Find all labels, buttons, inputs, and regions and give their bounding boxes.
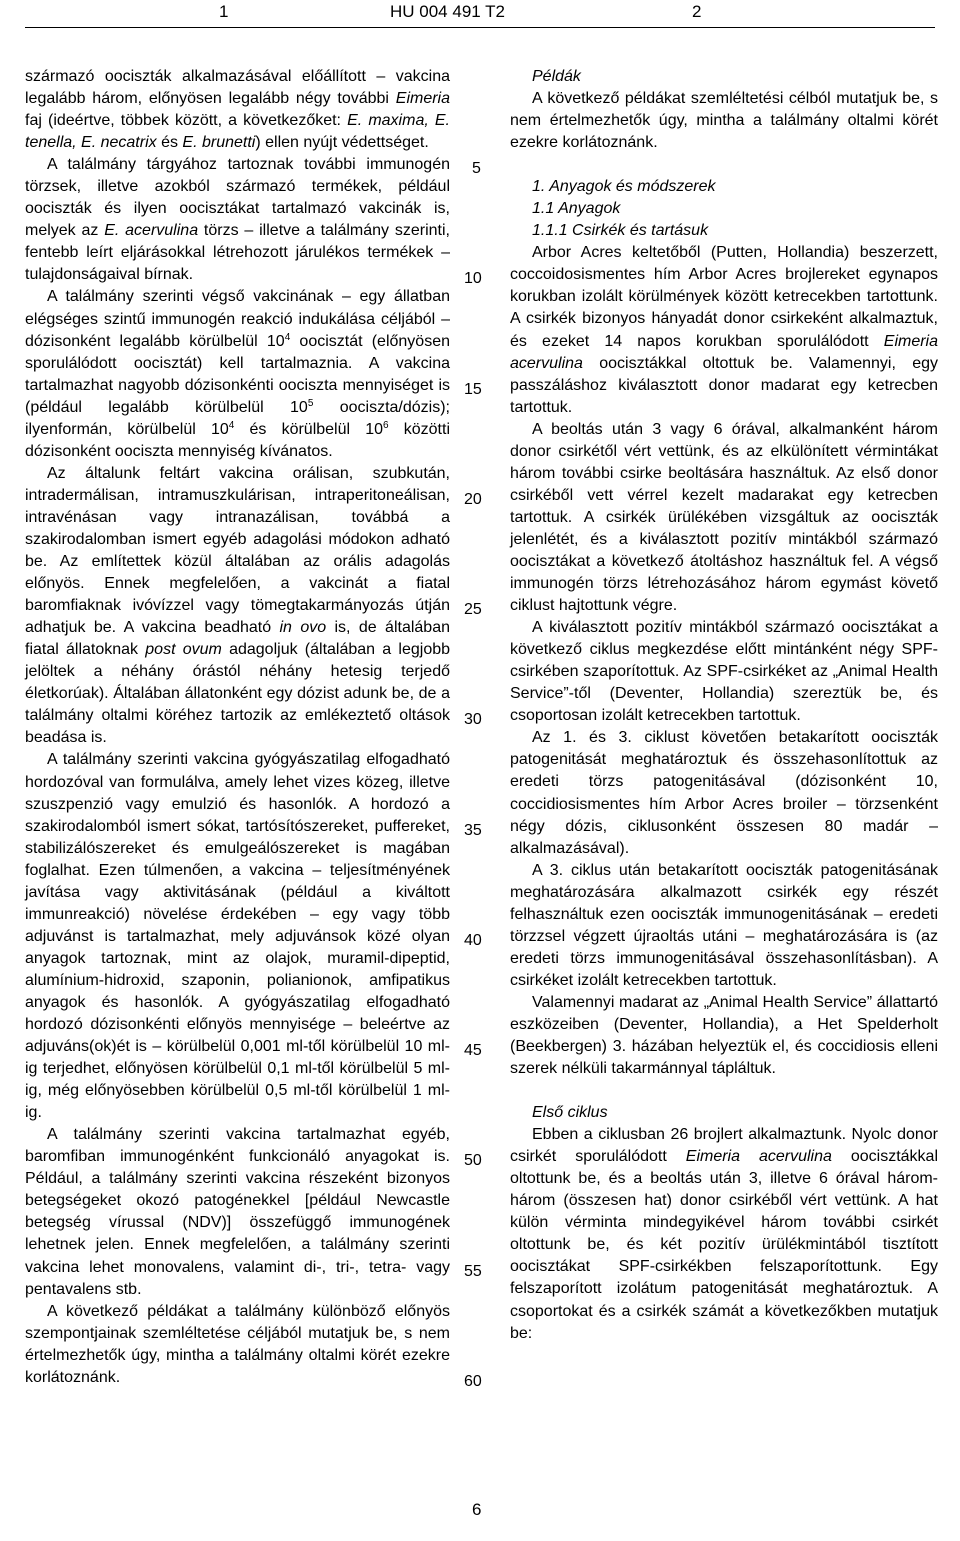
right-column-paragraph: A kiválasztott pozitív mintákból származó oocisztákat a következő ciklus megkezdése előtt mintánként négy SPF-csirkében szaporítottuk. Az SPF-csirkéket az „Animal Health Service”-től (Deventer, Hollandia) szereztük be, és csoportosan izolált ketrecekben tartottuk. <box>510 619 938 725</box>
line-number: 45 <box>464 1042 482 1059</box>
right-column-paragraph: Az 1. és 3. ciklust követően betakarított oociszták patogenitását meghatároztuk és összehasonlítottuk az eredeti törzs patogenitásával (dózisonként 10, coccidiosismentes hím Arbor Acres broiler – törzsenként négy dózis, ciklusonként összesen 80 madár – alkalmazásával). <box>510 729 938 857</box>
left-column-paragraph: A találmány tárgyához tartoznak további immunogén törzsek, illetve azokból származó termékek, például oociszták és ilyen oocisztákat tartalmazó vakcinák is, melyek az E. acervulina törzs – illetve a találmány szerinti, fentebb leírt eljárásokkal létrehozott járulékos termékek – tulajdonságaival bírnak. <box>25 156 450 284</box>
line-number: 55 <box>464 1262 482 1280</box>
line-number: 15 <box>464 380 482 398</box>
line-number: 5 <box>472 160 481 177</box>
right-text-column <box>510 66 938 1345</box>
right-column-paragraph: A következő példákat szemléltetési célból mutatjuk be, s nem értelmezhetők úgy, mintha a találmány oltalmi körét ezekre korlátoznánk. <box>510 90 938 152</box>
left-column-paragraph: A találmány szerinti vakcina tartalmazhat egyéb, baromfiban immunogénként funkcionáló anyagokat is. Például, a találmány szerinti vakcina részeként bizonyos betegségeket okozó patogénekkel [például Newcastle betegség vírussal (NDV)] összefüggő immunogének lehetnek jelen. Ennek megfelelően, a találmány szerinti vakcina lehet monovalens, valamint di-, tri-, tetra- vagy pentavalens stb. <box>25 1126 450 1298</box>
document-id: HU 004 491 T2 <box>390 2 505 21</box>
left-column-paragraph: A következő példákat a találmány különböző előnyös szempontjainak szemléltetése céljából mutatjuk be, s nem értelmezhetők úgy, mintha a találmány oltalmi körét ezekre korlátoznánk. <box>25 1302 450 1386</box>
left-column-paragraph: A találmány szerinti vakcina gyógyászatilag elfogadható hordozóval van formulálva, amely lehet vizes közeg, illetve szuszpenzió vagy emulzió és hasonlók. A hordozó a szakirodalomból ismert sókat, tartósítószereket, puffereket, stabilizálószereket és emulgeálószereket is magában foglalhat. Ezen túlmenően, a vakcina – teljesítményének javítása vagy aktivitásának (például a kiváltott immunreakció) növelése érdekében – egy vagy több adjuvánst is tartalmazhat, mely adjuvánsok közé olyan anyagok tartoznak, mint az olajok, muramil-dipeptid, alumínium-hidroxid, szaponin, polianionok, amfipatikus anyagok és hasonlók. A gyógyászatilag elfogadható hordozó dózisonkénti előnyös mennyisége – beleértve az adjuváns(ok)ét is – körülbelül 0,001 ml-től körülbelül 10 ml-ig terjedhet, előnyösen körülbelül 0,1 ml-től körülbelül 5 ml-ig, még előnyösebben körülbelül 0,5 ml-től körülbelül 1 ml-ig. <box>25 751 450 1122</box>
line-number: 35 <box>464 821 482 839</box>
page-number-left: 1 <box>219 2 229 21</box>
footer-page-number: 6 <box>472 1500 482 1519</box>
right-column-paragraph: A beoltás után 3 vagy 6 órával, alkalmanként három donor csirkétől vért vettünk, és az elkülönített vérmintákat három további csirke beoltására használtuk. Az első donor csirkéből vett vérrel kezelt madarakat egy ketrecben tartottuk. A csirkék ürülékében vizsgáltuk az oociszták jelenlétét, és a kiválasztott pozitív mintákból származó oocisztákat a következő átoltáshoz használtuk fel. A végső immunogén törzs létrehozásához három egymást követő ciklust hajtottunk végre. <box>510 420 938 615</box>
line-number: 20 <box>464 490 482 508</box>
line-number: 30 <box>464 711 482 729</box>
right-column-heading: 1.1 Anyagok <box>532 200 621 218</box>
line-number: 50 <box>464 1152 482 1170</box>
right-column-heading: Első ciklus <box>532 1104 608 1122</box>
left-column-paragraph: A találmány szerinti végső vakcinának – egy állatban elégséges szintű immunogén reakció indukálása céljából – dózisonként legalább körülbelül $10^4$ oocisztát (előnyösen sporulálódott oocisztát) kell tartalmaznia. A vakcina tartalmazhat nagyobb dózisonkénti oociszta mennyiséget is (például legalább körülbelül $10^5$ oociszta/dózis); ilyenformán, körülbelül $10^4$ és körülbelül $10^6$ közötti dózisonként oociszta mennyiség kívánatos. <box>25 288 451 460</box>
right-column-heading: Példák <box>532 68 581 85</box>
line-number: 60 <box>464 1372 482 1390</box>
right-column-paragraph: Arbor Acres keltetőből (Putten, Hollandia) beszerzett, coccoidosismentes hím Arbor Acres brojlereket egynapos korukban izolált körülmények között ketrecekben tartottunk. A csirkék bizonyos hányadát donor csirkeként alkalmaztuk, és ezeket 14 napos korukban sporulálódott Eimeria acervulina oocisztákkal oltottuk be. Valamennyi, egy passzáláshoz kiválasztott donor madarat egy ketrecben tartottuk. <box>510 244 938 416</box>
right-column-paragraph: A 3. ciklus után betakarított oociszták patogenitásának meghatározására alkalmazott csirkék egy részét felhasználtuk ezen oociszták immunogenitásának – eredeti törzzsel végzett újraoltás utáni – meghatározására is (az eredeti törzs immunogenitásával összehasonlításban). A csirkéket izolált ketrecekben tartottuk. <box>510 861 938 989</box>
right-column-heading: 1.1.1 Csirkék és tartásuk <box>532 222 709 240</box>
line-number-gutter <box>462 0 498 1541</box>
line-number: 25 <box>464 601 482 618</box>
line-number: 40 <box>464 931 482 949</box>
right-column-heading: 1. Anyagok és módszerek <box>532 178 716 196</box>
right-column-paragraph: Valamennyi madarat az „Animal Health Service” állattartó eszközeiben (Deventer, Hollandia), a Het Spelderholt (Beekbergen) 3. házában helyeztük el, és coccidiosis elleni szerek nélküli takarmánnyal tápláltuk. <box>510 993 938 1078</box>
left-column-paragraph: Az általunk feltárt vakcina orálisan, szubkután, intradermálisan, intramuszkulárisan, intraperitoneálisan, intravénásan vagy intranazálisan, továbbá a szakirodalomban ismert egyéb adagolási módokon adható be. Az említettek közül általában az orális adagolás előnyös. Ennek megfelelően, a vakcinát a fiatal baromfiaknak ivóvízzel vagy tömegtakarmányozás útján adhatjuk be. A vakcina beadható in ovo is, de általában fiatal állatoknak post ovum adagoljuk (általában a legjobb jelöltek a néhány órástól néhány hetesig terjedő életkorúak). Általában állatonként egy dózist adunk be, de a találmány oltalmi köréhez tartozik az emlékeztető oltások beadása is. <box>25 464 451 747</box>
line-number: 10 <box>464 270 482 288</box>
left-text-column <box>25 66 450 1389</box>
right-column-paragraph: Ebben a ciklusban 26 brojlert alkalmaztunk. Nyolc donor csirkét sporulálódott Eimeria acervulina oocisztákkal oltottunk be, és a beoltás után 3, illetve 6 órával három-három (összesen hat) donor csirkéből vért vettünk. A hat külön vérminta mindegyikével három további csirkét oltottunk be, és két pozitív ürülékmintából tisztított oocisztákat SPF-csirkékben felszaporítottunk. Egy felszaporított izolátum patogenitását meghatároztuk. A csoportokat és a csirkék számát a következőkben mutatjuk be: <box>510 1126 938 1342</box>
left-column-paragraph: származó oociszták alkalmazásával előállított – vakcina legalább három, előnyösen legalább négy további Eimeria faj (ideértve, többek között, a következőket: E. maxima, E. tenella, E. necatrix és E. brunetti) ellen nyújt védettséget. <box>25 68 450 152</box>
page-number-right: 2 <box>692 2 702 21</box>
